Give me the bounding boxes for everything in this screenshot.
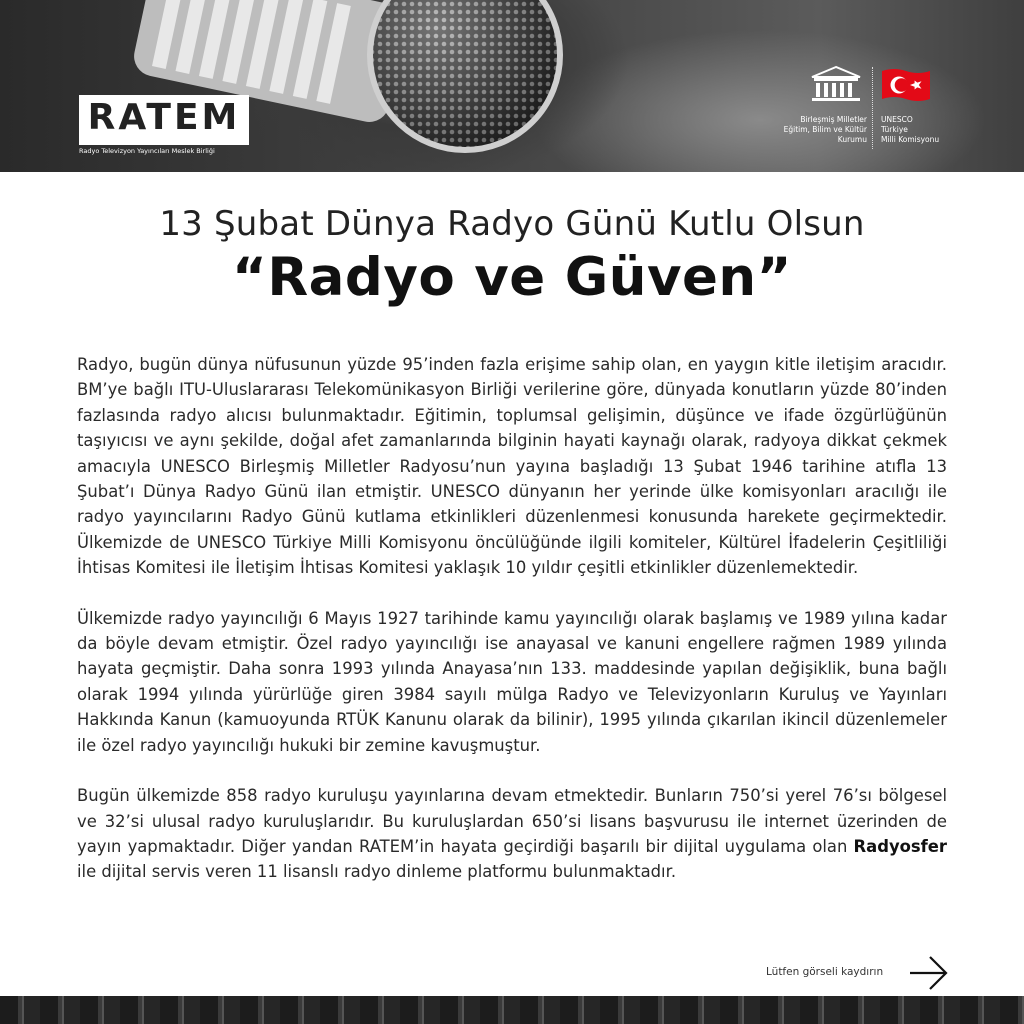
unesco-left-line: Birleşmiş Milletler xyxy=(800,115,867,124)
ratem-logo-subtitle: Radyo Televizyon Yayıncıları Meslek Birliği xyxy=(79,147,215,155)
radyosfer-highlight: Radyosfer xyxy=(853,836,947,856)
page-title: 13 Şubat Dünya Radyo Günü Kutlu Olsun xyxy=(159,204,865,244)
unesco-divider xyxy=(872,67,874,149)
unesco-left-line: Kurumu xyxy=(837,135,867,144)
paragraph-2: Ülkemizde radyo yayıncılığı 6 Mayıs 1927 tarihinde kamu yayıncılığı olarak başlamış ve 1989 yılına kadar da böyle devam etmiştir. Özel radyo yayıncılığı ise anayasal ve kanuni engellere rağmen 1989 yılında hayata geçmiştir. Daha sonra 1993 yılında Anayasa’nın 133. maddesinde yapılan değişiklik, buna bağlı olarak 1994 yılında yürürlüğe giren 3984 sayılı mülga Radyo ve Televizyonların Kuruluş ve Yayınları Hakkında Kanun (kamuoyunda RTÜK Kanunu olarak da bilinir), 1995 yılında çıkarılan ikincil düzenlemeler ile özel radyo yayıncılığı hukuki bir zemine kavuşmuştur. xyxy=(77,608,947,755)
paragraph-3-text-start: Bugün ülkemizde 858 radyo kuruluşu yayınlarına devam etmektedir. Bunların 750’si yerel 76’sı bölgesel ve 32’si ulusal radyo kuruluşlarıdır. Bu kuruluşlardan 650’si lisans başvurusu ile internet üzerinden de yayın yapmaktadır. Diğer yandan RATEM’in hayata geçirdiği başarılı bir dijital uygulama olan xyxy=(77,786,947,856)
ratem-logo xyxy=(79,95,249,145)
header-banner xyxy=(0,0,1024,172)
unesco-right-line: Milli Komisyonu xyxy=(881,135,940,144)
unesco-name-right xyxy=(881,115,981,145)
page-subtitle: “Radyo ve Güven” xyxy=(232,247,792,308)
arrow-right-icon[interactable] xyxy=(908,954,950,992)
article-body xyxy=(77,352,947,910)
ratem-logo-text: RATEM xyxy=(87,97,241,138)
unesco-temple-icon xyxy=(810,65,862,103)
footer-image-strip xyxy=(0,996,1024,1024)
paragraph-3 xyxy=(77,783,947,885)
unesco-commission-logo xyxy=(775,65,975,155)
turkey-flag-icon xyxy=(880,67,932,103)
unesco-right-line: Türkiye xyxy=(881,125,908,134)
paragraph-3-text-end: ile dijital servis veren 11 lisanslı radyo dinleme platformu bulunmaktadır. xyxy=(77,862,677,882)
unesco-right-line: UNESCO xyxy=(881,115,913,124)
unesco-left-line: Eğitim, Bilim ve Kültür xyxy=(783,125,867,134)
paragraph-1: Radyo, bugün dünya nüfusunun yüzde 95’inden fazla erişime sahip olan, en yaygın kitle iletişim aracıdır. BM’ye bağlı ITU-Uluslararası Telekomünikasyon Birliği verilerine göre, dünyada konutların yüzde 80’inden fazlasında radyo alıcısı bulunmaktadır. Eğitimin, toplumsal gelişimin, düşünce ve ifade özgürlüğünün taşıyıcısı ve aynı şekilde, doğal afet zamanlarında bilginin hayati kaynağı olarak, radyoya dikkat çekmek amacıyla UNESCO Birleşmiş Milletler Radyosu’nun yayına başladığı 13 Şubat 1946 tarihine atıfla 13 Şubat’ı Dünya Radyo Günü ilan etmiştir. UNESCO dünyanın her yerinde ülke komisyonları aracılığı ile radyo yayıncılarını Radyo Günü kutlama etkinlikleri düzenlenmesi konusunda harekete geçirmektedir. Ülkemizde de UNESCO Türkiye Milli Komisyonu öncülüğünde ilgili komiteler, Kültürel İfadelerin Çeşitliliği İhtisas Komitesi ile İletişim İhtisas Komitesi yaklaşık 10 yıldır çeşitli etkinlikler düzenlemektedir. xyxy=(77,355,947,578)
unesco-name-left xyxy=(775,115,867,145)
swipe-hint: Lütfen görseli kaydırın xyxy=(766,966,884,978)
